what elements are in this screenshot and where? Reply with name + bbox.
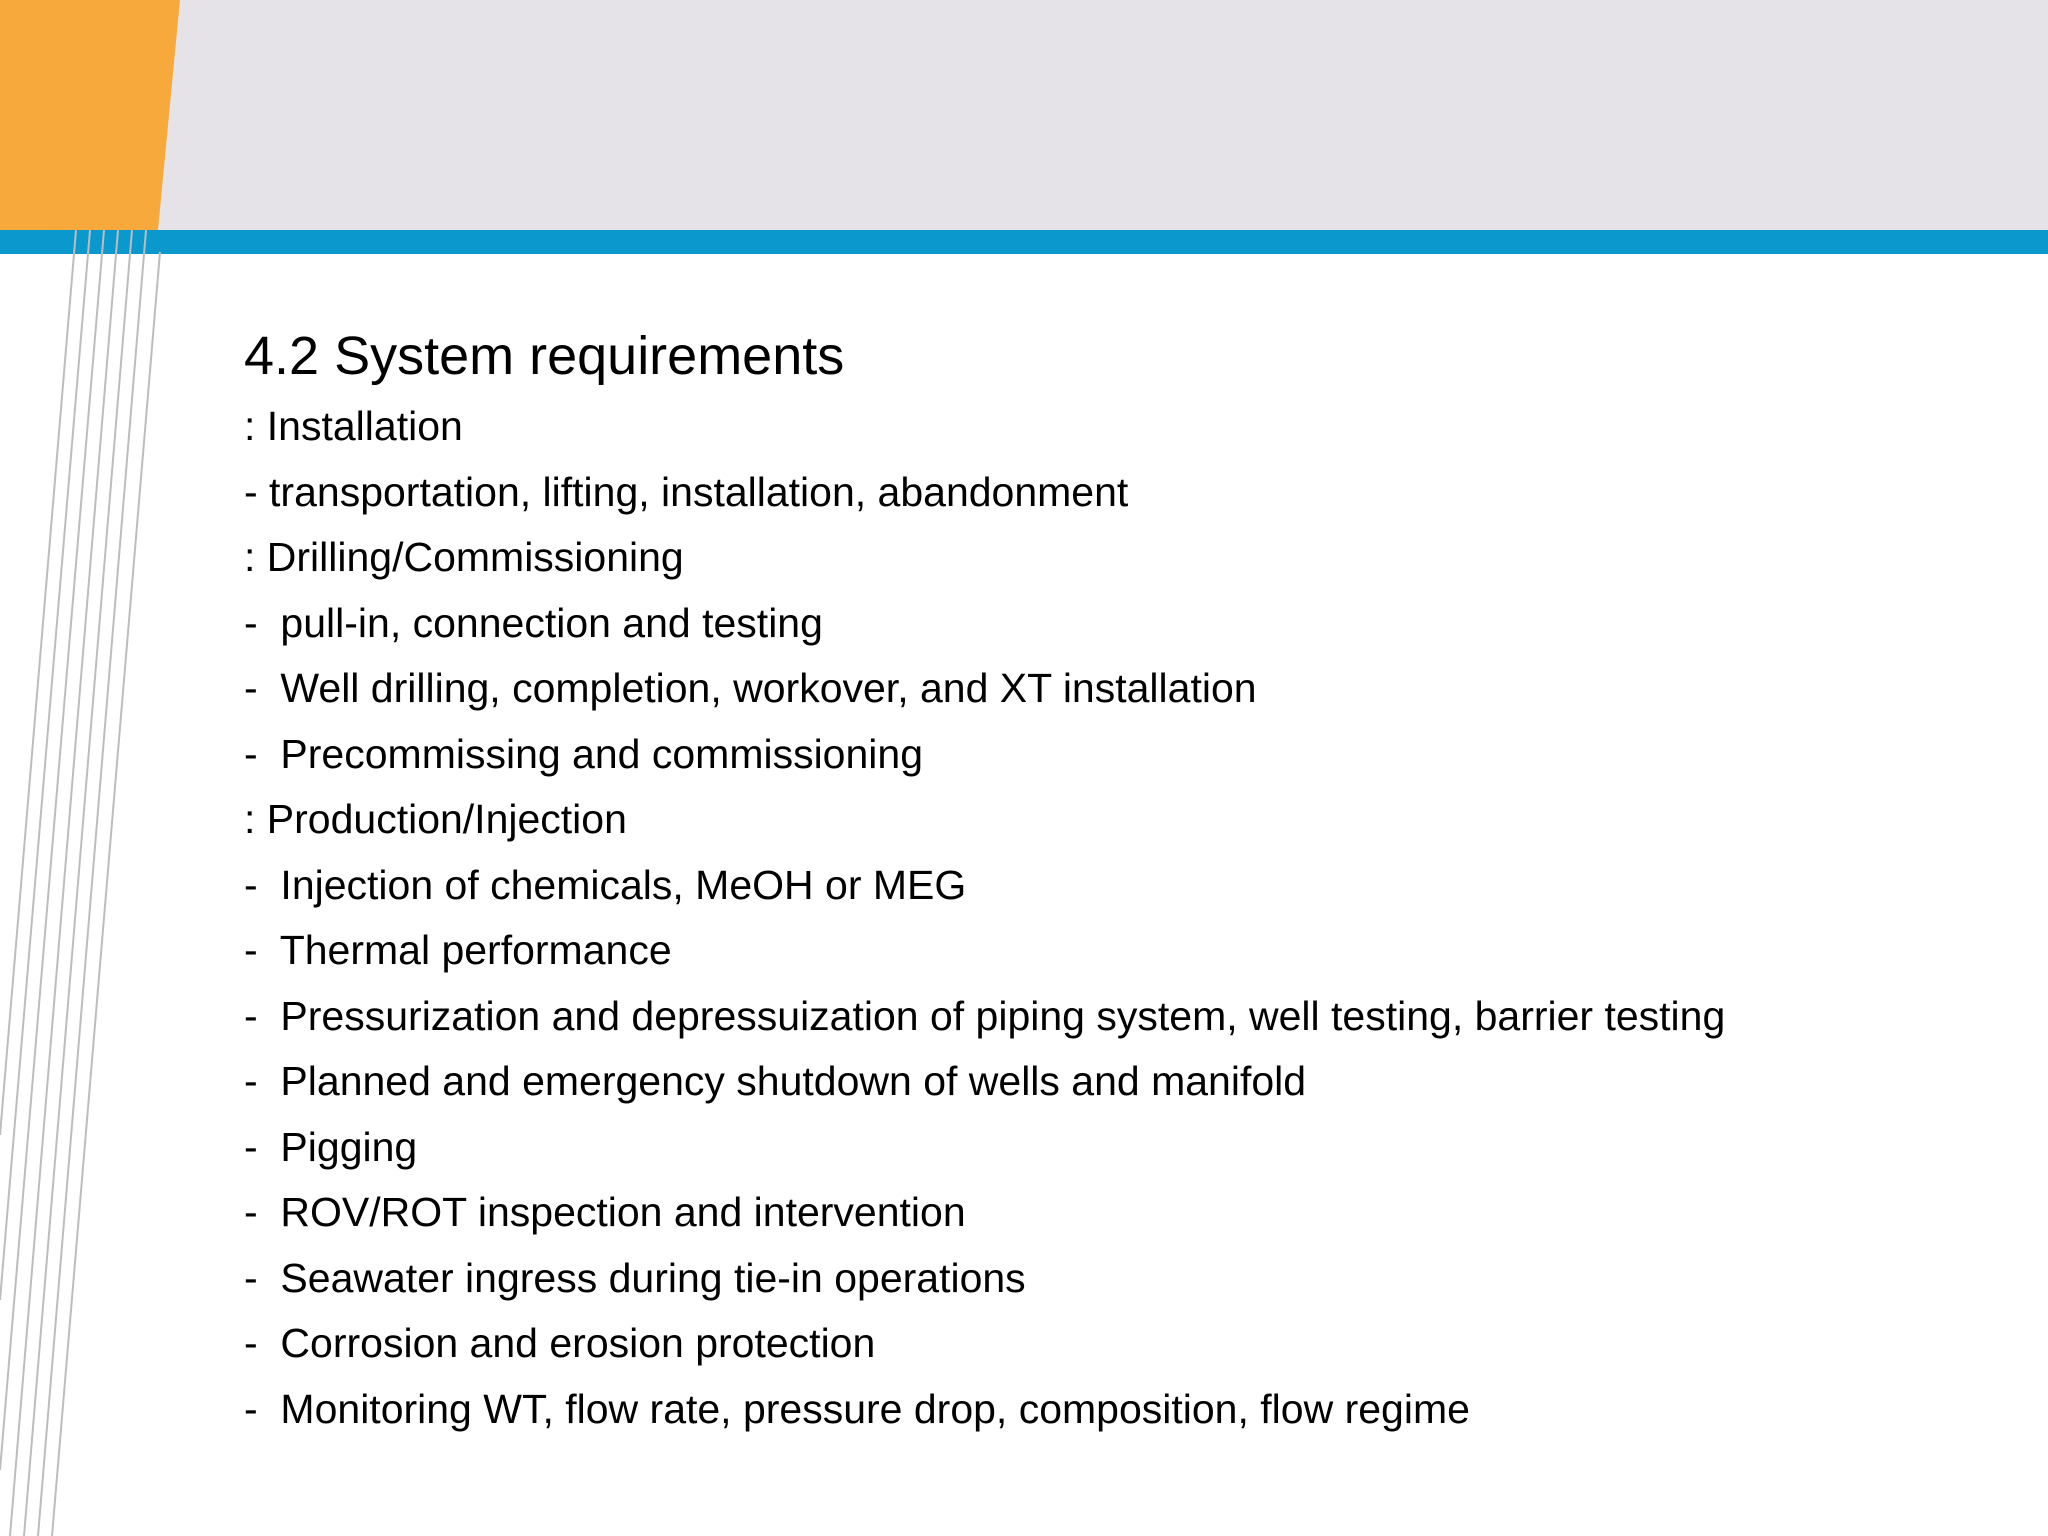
slide-title: 4.2 System requirements (244, 326, 845, 386)
list-item: - Monitoring WT, flow rate, pressure drop, composition, flow regime (244, 1385, 1470, 1432)
list-item: - pull-in, connection and testing (244, 599, 823, 646)
deco-line-5 (0, 230, 104, 1470)
deco-line-3 (24, 230, 132, 1536)
list-item: - Corrosion and erosion protection (244, 1320, 876, 1366)
slide-content (244, 318, 2004, 1442)
blue-accent-bar (0, 230, 2048, 254)
list-item: - Pressurization and depressuization of piping system, well testing, barrier testing (244, 992, 1726, 1039)
list-item: : Installation (244, 403, 463, 449)
decorative-lines (0, 0, 180, 1536)
deco-line-7 (0, 230, 76, 1135)
requirements-list (244, 394, 2004, 1442)
list-item: : Production/Injection (244, 796, 627, 842)
list-item: - Thermal performance (244, 927, 672, 973)
list-item: - ROV/ROT inspection and intervention (244, 1189, 966, 1235)
list-item: - transportation, lifting, installation, abandonment (244, 468, 1129, 515)
list-item: - Seawater ingress during tie-in operations (244, 1254, 1026, 1301)
deco-line-6 (0, 230, 90, 1300)
list-item: - Pigging (244, 1123, 418, 1170)
list-item: - Injection of chemicals, MeOH or MEG (244, 861, 967, 908)
header-band (0, 0, 2048, 230)
deco-line-4 (10, 230, 118, 1536)
list-item: - Precommissing and commissioning (244, 730, 924, 777)
list-item: - Planned and emergency shutdown of wells and manifold (244, 1058, 1307, 1104)
deco-line-1 (52, 252, 160, 1536)
deco-line-2 (38, 230, 146, 1536)
list-item: : Drilling/Commissioning (244, 534, 684, 580)
list-item: - Well drilling, completion, workover, and XT installation (244, 665, 1257, 711)
